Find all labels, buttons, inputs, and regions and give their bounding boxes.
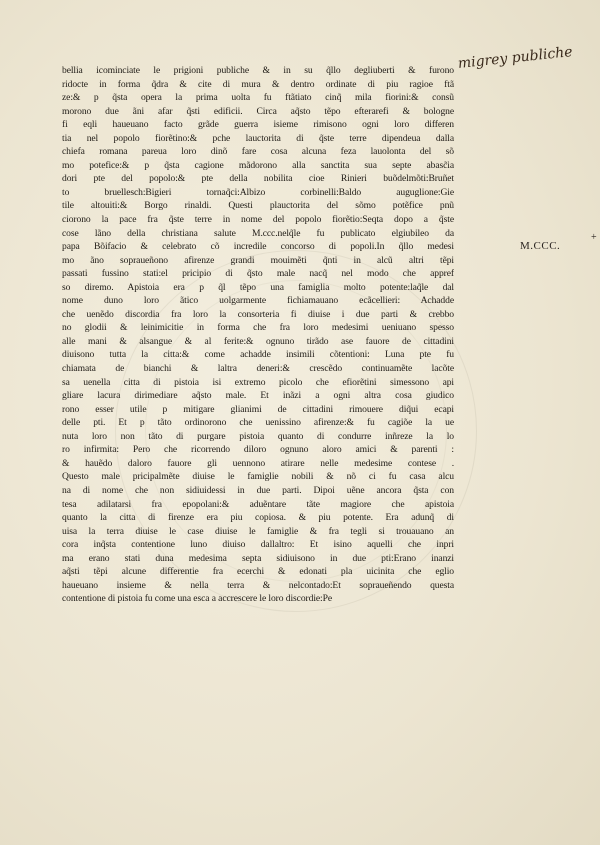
text-line: gliare lacura dirimediare aq̃sto male. Et inãzi a ogni altra cosa giudico bbox=[62, 390, 454, 402]
body-text bbox=[62, 64, 454, 606]
text-line: tile altouiti:& Borgo rinaldi. Questi plauctorita del sõmo potẽfice pnũ bbox=[62, 200, 454, 212]
text-line: uisa la terra diuise le case diuise le famiglie & fra tegli si trouauano an bbox=[62, 525, 454, 537]
text-line: ma erano stati duna medesima septa sidiuisono in due pti:Erano inanzi bbox=[62, 552, 454, 564]
text-line: no glodii & leinimicitie in forma che fra loro medesimi ueniuano spesso bbox=[62, 322, 454, 334]
text-line: & hauẽdo daloro fauore gli uennono atirare nelle medesime contese . bbox=[62, 457, 454, 469]
text-line: cose lãno della christiana salute M.ccc.nelq̃le fu publicato elgiubileo da bbox=[62, 227, 454, 239]
text-line: nome duno loro ãtico uolgarmente fichiamauano ecãcellieri: Achadde bbox=[62, 295, 454, 307]
text-line: dori pte del popolo:& pte della nobilita cioe Rinieri buõdelmõti:Bruñet bbox=[62, 173, 454, 185]
text-line: haueuano insieme & nella terra & nelcontado:Et sopraueñendo questa bbox=[62, 579, 454, 591]
text-line: ridocte in forma q̃dra & cite di mura & dentro ordinate di piu ragioe ftã bbox=[62, 78, 454, 90]
text-line: chiefa romana pareua loro dinõ fare cosa alcuna feza lauolonta del sõ bbox=[62, 146, 454, 158]
text-line: contentione di pistoia fu come una esca a accrescere le loro discordie:Pe bbox=[62, 593, 333, 605]
margin-date-note: M.CCC. bbox=[520, 240, 561, 252]
text-line: aq̃sti tẽpi alcune differentie fra ecerchi & edonati pla uicinita che eglio bbox=[62, 566, 454, 578]
handwritten-margin-note: migrey publiche bbox=[457, 44, 574, 72]
text-line: tesa adilatarsi fra epopolani:& aduẽntare tãte magiore che apistoia bbox=[62, 498, 454, 510]
text-line: sa uenella citta di pistoia isi extremo picolo che efiorẽtini simessono api bbox=[62, 376, 454, 388]
text-line: ro infirmita: Pero che ricorrendo diloro ognuno aloro amici & parenti : bbox=[62, 444, 454, 456]
text-line: bellia icominciate le prigioni publiche & in su q̃llo degliuberti & furono bbox=[62, 65, 454, 76]
margin-mark: + bbox=[591, 232, 597, 243]
text-line: che uenẽdo discordia fra loro la consorteria fi diuise i due parti & crebbo bbox=[62, 308, 454, 320]
text-line: rono esser utile p mitigare glianimi de cittadini rimouere diq̃ui ecapi bbox=[62, 403, 454, 415]
text-line: so diremo. Apistoia era p q̃l tẽpo una famiglia molto potente:laq̃le dal bbox=[62, 281, 454, 293]
text-line: fi eqli haueuano facto grãde guerra isieme rimisono ogni loro differen bbox=[62, 119, 454, 131]
text-line: morono due ãni afar q̃sti edificii. Circa aq̃sto tẽpo efterarefi & bologne bbox=[62, 105, 454, 117]
text-line: mo potefice:& p q̃sta cagione mãdorono alla sanctita sua septe abasc̃ia bbox=[62, 159, 454, 171]
text-line: to bruellesch:Bigieri tornaq̃ci:Albizo corbinelli:Baldo auguglione:Gie bbox=[62, 186, 454, 198]
text-line: nuta loro non tãto di purgare pistoia quanto di condurre inñreze la lo bbox=[62, 430, 454, 442]
text-line: delle pti. Et p tãto ordinorono che uenissino afirenze:& fu cagiõe la ue bbox=[62, 417, 454, 429]
text-line: quanto la citta di firenze era piu copiosa. & piu potente. Era adunq̃ di bbox=[62, 512, 454, 524]
text-line: mo ãno sopraueñono afirenze grandi mouimẽti q̃nti in alcũ altri tẽpi bbox=[62, 254, 454, 266]
text-line: papa Bõifacio & celebrato cõ incredile concorso di popoli.In q̃llo medesi bbox=[62, 241, 454, 253]
text-line: cora inq̃sta contentione luno diuiso dallaltro: Et isino aquelli che inpri bbox=[62, 539, 454, 551]
text-line: ciorono la pace fra q̃ste terre in nome del popolo fiorẽtio:Seqta dopo a q̃ste bbox=[62, 214, 454, 226]
text-line: tia nel popolo fiorẽtino:& pche lauctorita di q̃ste terre dipendeua dalla bbox=[62, 132, 454, 144]
text-line: diuisono tutta la citta:& come achadde insimili cõtentioni: Luna pte fu bbox=[62, 349, 454, 361]
text-line: na di nome che non sidiuidessi in due parti. Dipoi uẽne ancora q̃sta con bbox=[62, 484, 454, 496]
text-line: ze:& p q̃sta opera la prima uolta fu ftãtiato cinq̃ mila fiorini:& consũ bbox=[62, 92, 454, 104]
text-line: passati fussino stati:el pricipio di q̃sto male nacq̃ nel modo che appref bbox=[62, 268, 454, 280]
text-line: alle mani & alsangue & al ferite:& ognuno tirãdo ase fauore de cittadini bbox=[62, 335, 454, 347]
text-line: chiamata de bianchi & laltra deneri:& crescẽdo continuamẽte lacõte bbox=[62, 363, 454, 375]
text-line: Questo male pricipalmẽte diuise le famiglie nobili & nõ ci fu casa alcu bbox=[62, 471, 454, 483]
